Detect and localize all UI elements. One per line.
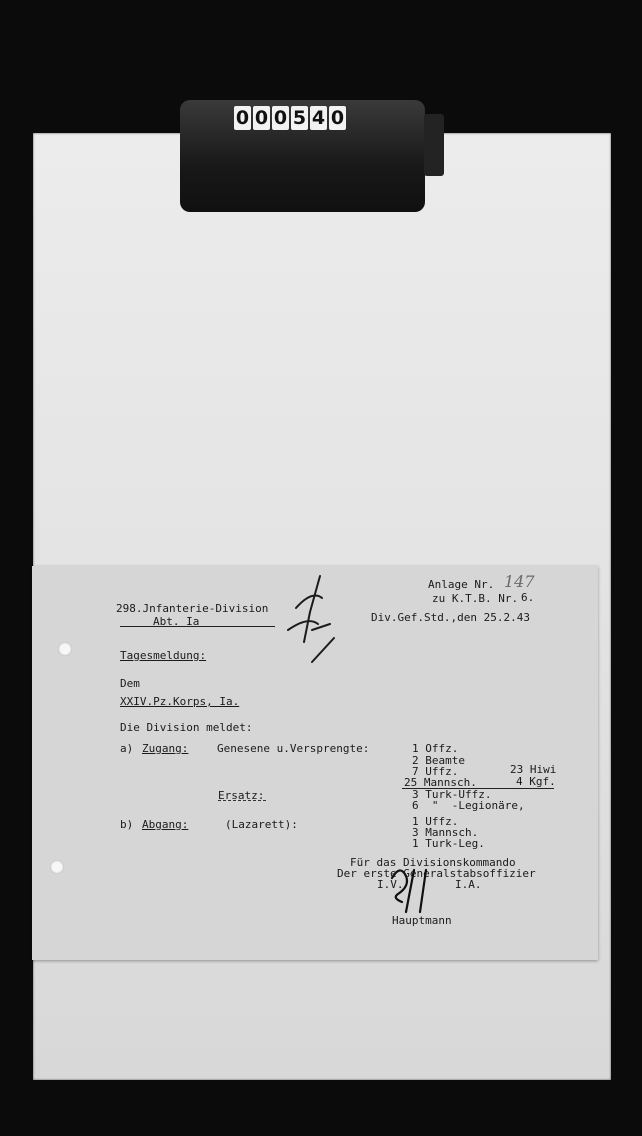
counter-digit: 5 (292, 107, 307, 129)
a-side-item: 23 Hiwi (510, 763, 557, 776)
b-item: 1 Uffz. (412, 815, 459, 828)
section-b-letter: b) (120, 818, 134, 831)
department: Abt. Ia (153, 615, 200, 628)
annex-label: Anlage Nr. (428, 578, 495, 591)
a-side-item: 4 Kgf. (516, 775, 556, 788)
a-item: 2 Beamte (412, 754, 465, 767)
signature-rank: Hauptmann (392, 914, 452, 927)
b-item: 1 Turk-Leg. (412, 837, 485, 850)
section-a-label: Zugang: (142, 742, 189, 755)
section-a-desc: Genesene u.Versprengte: (217, 742, 370, 755)
annex-number: 147 (504, 572, 535, 591)
counter-digit: 0 (330, 107, 345, 129)
place-date: Div.Gef.Std.,den 25.2.43 (371, 611, 530, 624)
ersatz-label: Ersatz: (218, 789, 265, 802)
a-item: 1 Offz. (412, 742, 459, 755)
handwritten-initial (282, 572, 342, 672)
header-underline (120, 626, 275, 627)
addressee-dem: Dem (120, 677, 140, 690)
handwritten-signature (384, 858, 444, 918)
punch-hole (58, 642, 72, 656)
a-item: 7 Uffz. (412, 765, 459, 778)
section-a-letter: a) (120, 742, 134, 755)
signature-ia: I.A. (455, 878, 482, 891)
counter-digit: 0 (254, 107, 269, 129)
signature-line2: Der erste Generalstabsoffizier (337, 867, 536, 880)
ersatz-item: 3 Turk-Uffz. (412, 788, 492, 801)
section-b-desc: (Lazarett): (225, 818, 298, 831)
counter-digit: 0 (273, 107, 288, 129)
unit-name: 298.Jnfanterie-Division (116, 602, 269, 615)
intro-text: Die Division meldet: (120, 721, 253, 734)
signature-line1: Für das Divisionskommando (350, 856, 516, 869)
counter-knob (424, 114, 444, 176)
addressee-corps: XXIV.Pz.Korps, Ia. (120, 695, 240, 708)
ktb-number: 6. (521, 591, 535, 604)
ersatz-item: 6 " -Legionäre, (412, 799, 525, 812)
frame-counter (234, 106, 346, 132)
signature-iv: I.V. (377, 878, 404, 891)
counter-digit: 0 (235, 107, 250, 129)
punch-hole (50, 860, 64, 874)
section-b-label: Abgang: (142, 818, 189, 831)
ktb-label: zu K.T.B. Nr. (432, 592, 519, 605)
b-item: 3 Mannsch. (412, 826, 479, 839)
a-item: 25 Mannsch. (404, 776, 477, 789)
ersatz-underline (218, 800, 266, 801)
counter-digit: 4 (311, 107, 326, 129)
report-title: Tagesmeldung: (120, 649, 207, 662)
report-document (32, 566, 598, 960)
